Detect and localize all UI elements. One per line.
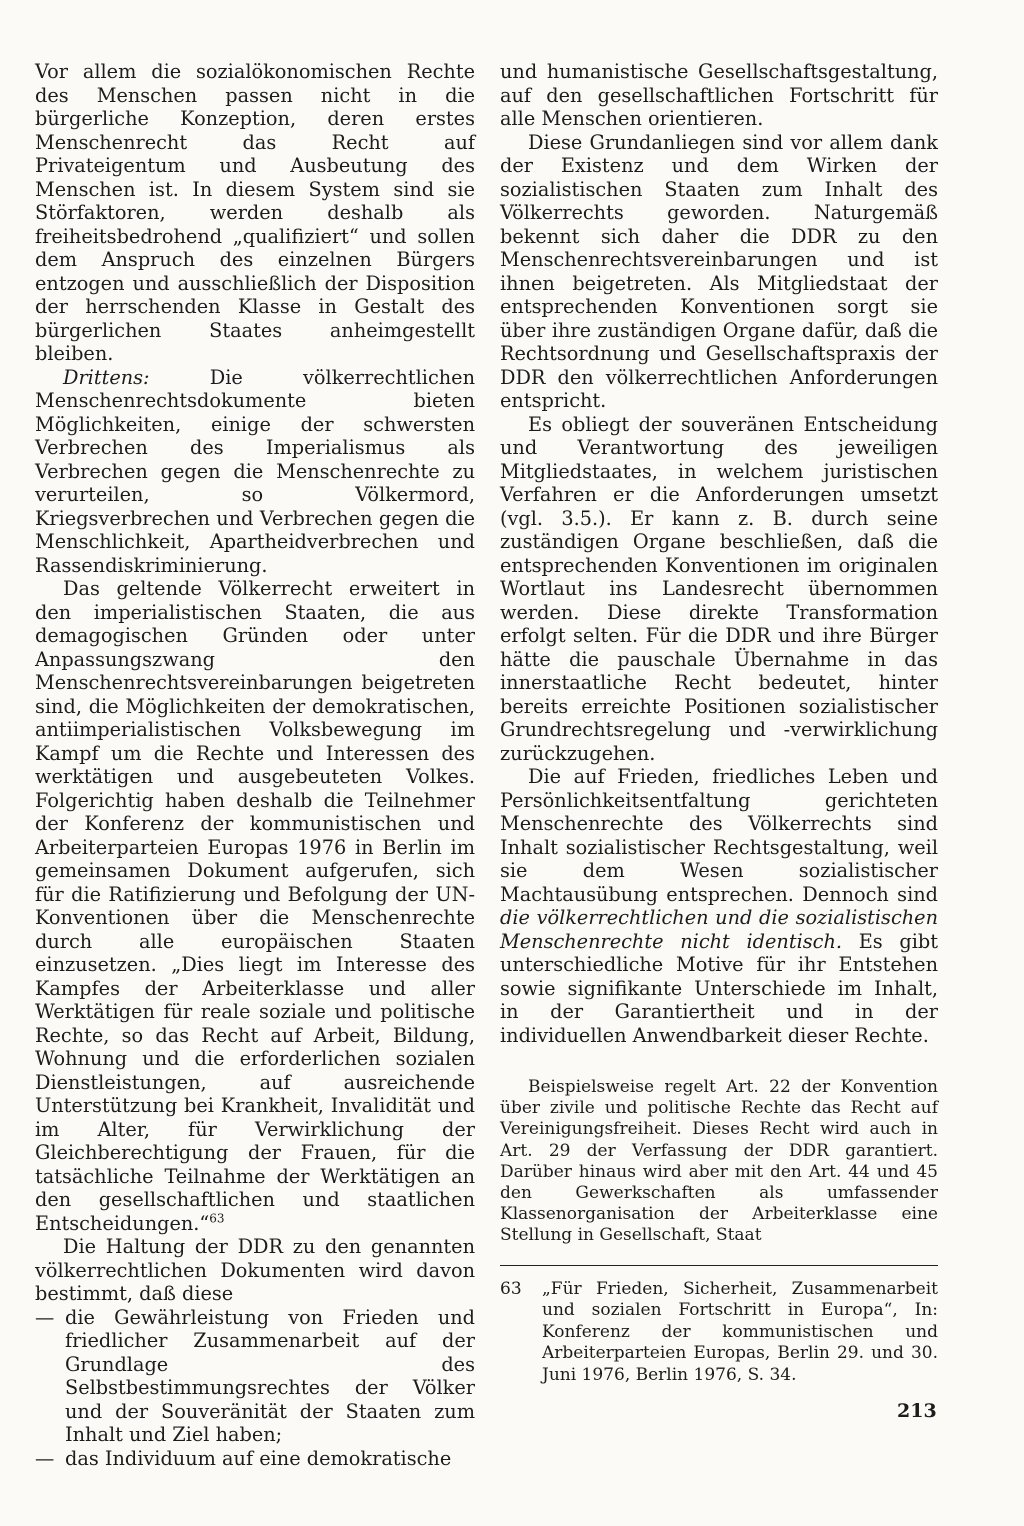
drittens-lead: Drittens:: [63, 365, 150, 389]
small-print-block: [500, 1077, 938, 1247]
paragraph-right-2: Diese Grundanliegen sind vor allem dank der Existenz und dem Wirken der sozialistischen Staaten zum Inhalt des Völkerrechts geworden. Naturgemäß bekennt sich daher die DDR zu den Menschenrechtsvereinbarungen und ist ihnen beigetreten. Als Mitgliedstaat der entsprechenden Konventionen sorgt sie über ihre zuständigen Organe dafür, daß die Rechtsordnung und Gesellschaftspraxis der DDR den völkerrechtlichen Anforderungen entspricht.: [500, 130, 938, 412]
dash-marker: —: [35, 1446, 55, 1470]
paragraph-left-1: Vor allem die sozialökonomischen Rechte des Menschen passen nicht in die bürgerliche Konzeption, deren erstes Menschenrecht das Recht auf Privateigentum und Ausbeutung des Menschen ist. In diesem System sind sie Störfaktoren, werden deshalb als freiheitsbedrohend „qualifiziert“ und sollen dem Anspruch des einzelnen Bürgers entzogen und ausschließlich der Disposition der herrschenden Klasse in Gestalt des bürgerlichen Staates anheimgestellt bleiben.: [35, 60, 475, 365]
footnote-ref-63: 63: [209, 1211, 225, 1226]
dash-marker: —: [35, 1305, 55, 1329]
paragraph-right-4-a: Die auf Frieden, friedliches Leben und Persönlichkeitsentfaltung gerichteten Menschenrechte des Völkerrechts sind Inhalt sozialistischer Rechtsgestaltung, weil sie dem Wesen sozialistischer Machtausübung entsprechen. Dennoch sind: [500, 765, 938, 906]
emphasis-text: die völkerrechtlichen und die sozialistischen Menschenrechte nicht identisch.: [500, 906, 938, 953]
paragraph-right-4-b: Es gibt unterschiedliche Motive für ihr Entstehen sowie signifikante Unterschiede im Inhalt, in der Garantiertheit und in der individuellen Anwendbarkeit dieser Rechte.: [500, 929, 938, 1047]
list-item-text: das Individuum auf eine demokratische: [65, 1446, 452, 1470]
footnote-63: [500, 1279, 938, 1387]
list-item-text: die Gewährleistung von Frieden und friedlicher Zusammenarbeit auf der Grundlage des Selbstbestimmungsrechtes der Völker und der Souveränität der Staaten zum Inhalt und Ziel haben;: [65, 1305, 475, 1446]
paragraph-right-4: [500, 765, 938, 1047]
paragraph-right-3: Es obliegt der souveränen Entscheidung und Verantwortung des jeweiligen Mitgliedstaates, in welchem juristischen Verfahren er die Anforderungen umsetzt (vgl. 3.5.). Er kann z. B. durch seine zuständigen Organe beschließen, daß die entsprechenden Konventionen im originalen Wortlaut ins Landesrecht übernommen werden. Diese direkte Transformation erfolgt selten. Für die DDR und ihre Bürger hätte die pauschale Übernahme in das innerstaatliche Recht bedeutet, hinter bereits erreichte Positionen sozialistischer Grundrechtsregelung und -verwirklichung zurückzugehen.: [500, 412, 938, 765]
paragraph-left-2-text: Die völkerrechtlichen Menschenrechtsdokumente bieten Möglichkeiten, einige der schwersten Verbrechen des Imperialismus als Verbrechen gegen die Menschenrechte zu verurteilen, so Völkermord, Kriegsverbrechen und Verbrechen gegen die Menschlichkeit, Apartheidverbrechen und Rassendiskriminierung.: [35, 365, 475, 577]
footnote-rule: [500, 1265, 938, 1266]
paragraph-left-2: [35, 366, 475, 578]
list-item: [35, 1447, 475, 1471]
footnote-number: 63: [500, 1278, 522, 1299]
paragraph-left-3: [35, 577, 475, 1235]
right-column: [500, 60, 938, 1386]
small-print-paragraph: Beispielsweise regelt Art. 22 der Konvention über zivile und politische Rechte das Recht auf Vereinigungsfreiheit. Dieses Recht wird auch in Art. 29 der Verfassung der DDR garantiert. Darüber hinaus wird aber mit den Art. 44 und 45 den Gewerkschaften als umfassender Klassenorganisation der Arbeiterklasse eine Stellung in Gesellschaft, Staat: [500, 1077, 938, 1246]
page-number: 213: [897, 1400, 937, 1422]
left-column: [35, 60, 475, 1470]
paragraph-left-3-text: Das geltende Völkerrecht erweitert in den imperialistischen Staaten, die aus demagogischen Gründen oder unter Anpassungszwang den Menschenrechtsvereinbarungen beigetreten sind, die Möglichkeiten der demokratischen, antiimperialistischen Volksbewegung im Kampf um die Rechte und Interessen des werktätigen und ausgebeuteten Volkes. Folgerichtig haben deshalb die Teilnehmer der Konferenz der kommunistischen und Arbeiterparteien Europas 1976 in Berlin im gemeinsamen Dokument aufgerufen, sich für die Ratifizierung und Befolgung der UN-Konventionen über die Menschenrechte durch alle europäischen Staaten einzusetzen. „Dies liegt im Interesse des Kampfes der Arbeiterklasse und aller Werktätigen für reale soziale und politische Rechte, so das Recht auf Arbeit, Bildung, Wohnung und die erforderlichen sozialen Dienstleistungen, auf ausreichende Unterstützung bei Krankheit, Invalidität und im Alter, für Verwirklichung der Gleichberechtigung der Frauen, für die tatsächliche Teilnahme der Werktätigen an den gesellschaftlichen und staatlichen Entscheidungen.“: [35, 577, 475, 1235]
list-item: [35, 1306, 475, 1447]
paragraph-left-4: Die Haltung der DDR zu den genannten völkerrechtlichen Dokumenten wird davon bestimmt, daß diese: [35, 1235, 475, 1305]
paragraph-right-1: und humanistische Gesellschaftsgestaltung, auf den gesellschaftlichen Fortschritt für alle Menschen orientieren.: [500, 60, 938, 130]
bullet-list: [35, 1306, 475, 1471]
footnote-text: „Für Frieden, Sicherheit, Zusammenarbeit und sozialen Fortschritt in Europa“, In: Konferenz der kommunistischen und Arbeiterparteien Europas, Berlin 29. und 30. Juni 1976, Berlin 1976, S. 34.: [542, 1278, 938, 1385]
